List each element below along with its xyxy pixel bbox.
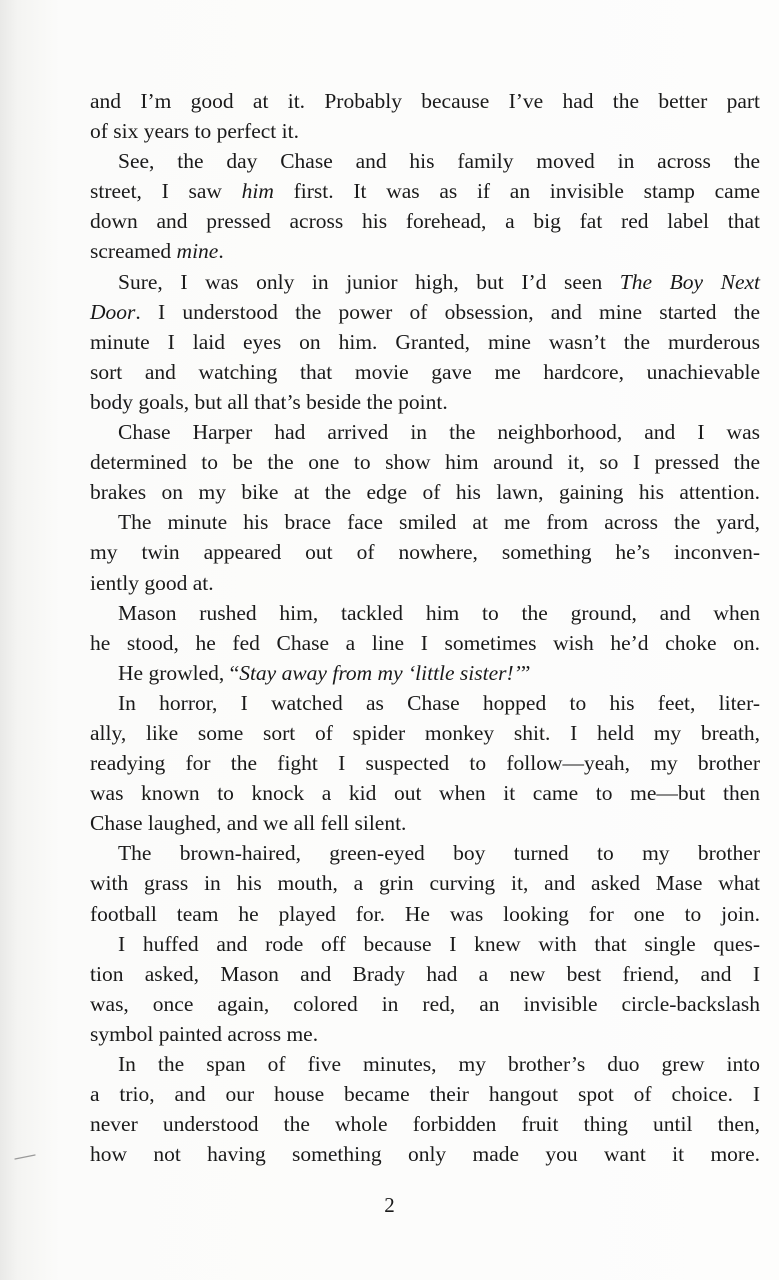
text-line [90, 297, 760, 327]
text-line [90, 357, 760, 387]
pencil-mark [14, 1154, 36, 1160]
text-span: In the span of five minutes, my brother’s duo grew into [118, 1052, 760, 1076]
text-span: symbol painted across me. [90, 1021, 319, 1046]
text-line [90, 899, 760, 929]
text-span: In horror, I watched as Chase hopped to his feet, liter- [118, 690, 760, 715]
text-span: . I understood the power of obsession, and mine started the [135, 299, 760, 324]
text-line [90, 417, 760, 447]
text-span: screamed [90, 239, 177, 264]
italic-text: mine [176, 239, 219, 264]
text-span: never understood the whole forbidden fruit thing until then, [90, 1112, 760, 1137]
text-span: with grass in his mouth, a grin curving it, and asked Mase what [90, 871, 760, 896]
text-span: minute I laid eyes on him. Granted, mine wasn’t the murderous [90, 329, 760, 354]
text-line [90, 146, 760, 176]
text-span: street, I saw [90, 179, 242, 204]
text-span: down and pressed across his forehead, a big fat red label that [90, 209, 760, 234]
text-line [90, 447, 760, 477]
text-span: See, the day Chase and his family moved in across the [118, 149, 760, 174]
italic-text: him [241, 179, 274, 204]
text-line [90, 778, 760, 808]
text-line [90, 507, 760, 537]
text-line [90, 718, 760, 748]
text-span: football team he played for. He was looking for one to join. [90, 901, 760, 926]
text-line [90, 808, 760, 838]
text-line [90, 1109, 760, 1139]
text-span: ally, like some sort of spider monkey shit. I held my breath, [90, 720, 760, 745]
text-span: sort and watching that movie gave me hardcore, unachievable [90, 359, 760, 384]
text-line [90, 267, 760, 297]
text-span: Sure, I was only in junior high, but I’d seen [118, 269, 620, 294]
text-span: was, once again, colored in red, an invisible circle-backslash [90, 991, 760, 1016]
body-text [90, 86, 760, 1169]
text-line [90, 658, 760, 688]
text-line [90, 959, 760, 989]
italic-text: Stay away from my ‘little sister!’ [239, 660, 521, 685]
text-line [90, 206, 760, 236]
text-span: Mason rushed him, tackled him to the ground, and when [118, 600, 760, 625]
text-span: ” [520, 660, 531, 685]
text-line [90, 628, 760, 658]
text-line [90, 1079, 760, 1109]
text-span: a trio, and our house became their hangout spot of choice. I [90, 1082, 760, 1107]
text-line [90, 929, 760, 959]
text-span: how not having something only made you want it more. [90, 1142, 760, 1167]
text-span: iently good at. [90, 570, 214, 595]
text-span: He growled, “ [118, 660, 240, 685]
text-span: body goals, but all that’s beside the point. [90, 389, 448, 414]
text-span: . [218, 239, 224, 264]
text-line [90, 598, 760, 628]
text-line [90, 116, 760, 146]
text-line [90, 176, 760, 206]
text-line [90, 477, 760, 507]
text-line [90, 387, 760, 417]
text-span: and I’m good at it. Probably because I’ve had the better part [90, 89, 760, 113]
text-line [90, 838, 760, 868]
text-span: The brown-haired, green-eyed boy turned to my brother [118, 841, 760, 866]
text-span: of six years to perfect it. [90, 119, 299, 144]
text-line [90, 236, 760, 266]
text-span: tion asked, Mason and Brady had a new best friend, and I [90, 961, 760, 986]
text-span: readying for the fight I suspected to follow—yeah, my brother [90, 751, 760, 776]
text-line [90, 1019, 760, 1049]
text-line [90, 1049, 760, 1079]
italic-text: Door [90, 299, 136, 324]
text-span: determined to be the one to show him around it, so I pressed the [90, 450, 760, 475]
text-span: first. It was as if an invisible stamp came [273, 179, 760, 204]
text-span: my twin appeared out of nowhere, something he’s inconven- [90, 540, 760, 565]
text-span: The minute his brace face smiled at me from across the yard, [118, 510, 760, 535]
text-line [90, 86, 760, 116]
text-span: Chase Harper had arrived in the neighborhood, and I was [118, 420, 760, 445]
text-span: was known to knock a kid out when it came to me—but then [90, 781, 760, 806]
text-line [90, 568, 760, 598]
text-line [90, 327, 760, 357]
text-line [90, 688, 760, 718]
italic-text: The Boy Next [619, 269, 761, 294]
text-line [90, 868, 760, 898]
text-line [90, 748, 760, 778]
text-span: Chase laughed, and we all fell silent. [90, 811, 407, 836]
text-span: he stood, he fed Chase a line I sometimes wish he’d choke on. [90, 630, 760, 655]
text-span: I huffed and rode off because I knew with that single ques- [118, 931, 760, 956]
text-line [90, 537, 760, 567]
text-span: brakes on my bike at the edge of his lawn, gaining his attention. [90, 480, 760, 505]
page-number: 2 [384, 1193, 395, 1217]
text-line [90, 989, 760, 1019]
text-line [90, 1139, 760, 1169]
